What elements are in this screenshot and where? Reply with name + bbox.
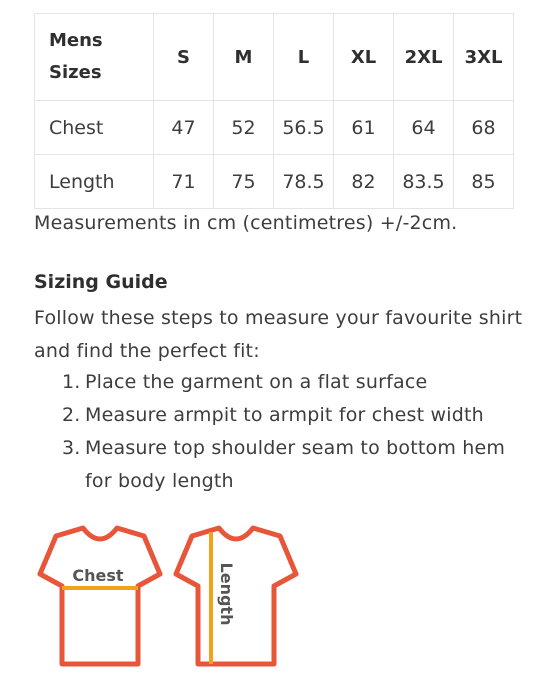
chest-label: Chest <box>72 566 124 585</box>
table-cell: 75 <box>214 155 274 209</box>
shirt-length-icon <box>176 528 296 664</box>
step-number: 3. <box>62 437 81 459</box>
table-cell: 61 <box>334 101 394 155</box>
table-cell: 78.5 <box>274 155 334 209</box>
table-cell: 47 <box>154 101 214 155</box>
size-header: 2XL <box>394 14 454 101</box>
header-label-cell <box>35 14 154 101</box>
shirt-measure-diagram <box>28 524 318 674</box>
sizing-guide-intro: Follow these steps to measure your favourite shirt and find the perfect fit: <box>34 307 523 362</box>
table-row <box>35 155 514 209</box>
table-cell: 52 <box>214 101 274 155</box>
size-header: L <box>274 14 334 101</box>
shirt-outline <box>40 528 160 664</box>
shirt-chest-icon <box>40 528 160 664</box>
sizing-guide-title: Sizing Guide <box>34 271 168 293</box>
size-header: M <box>214 14 274 101</box>
table-cell: 82 <box>334 155 394 209</box>
measurement-note: Measurements in cm (centimetres) +/-2cm. <box>34 212 458 234</box>
row-label-length: Length <box>35 155 154 209</box>
step-number: 1. <box>62 371 81 393</box>
row-label-chest: Chest <box>35 101 154 155</box>
steps-list <box>34 366 514 498</box>
table-cell: 64 <box>394 101 454 155</box>
table-cell: 56.5 <box>274 101 334 155</box>
size-header: XL <box>334 14 394 101</box>
list-item <box>34 399 514 432</box>
size-header: 3XL <box>454 14 514 101</box>
size-header: S <box>154 14 214 101</box>
header-label-line1: Mens <box>49 30 103 51</box>
list-item <box>34 432 514 498</box>
list-item <box>34 366 514 399</box>
step-text: Measure top shoulder seam to bottom hem for body length <box>85 437 506 492</box>
step-text: Place the garment on a flat surface <box>85 371 428 393</box>
table-cell: 85 <box>454 155 514 209</box>
header-label-line2: Sizes <box>49 62 102 83</box>
step-text: Measure armpit to armpit for chest width <box>85 404 484 426</box>
step-number: 2. <box>62 404 81 426</box>
size-table <box>34 13 514 209</box>
table-cell: 68 <box>454 101 514 155</box>
table-header-row <box>35 14 514 101</box>
table-row <box>35 101 514 155</box>
table-cell: 83.5 <box>394 155 454 209</box>
table-cell: 71 <box>154 155 214 209</box>
length-label: Length <box>217 562 236 626</box>
